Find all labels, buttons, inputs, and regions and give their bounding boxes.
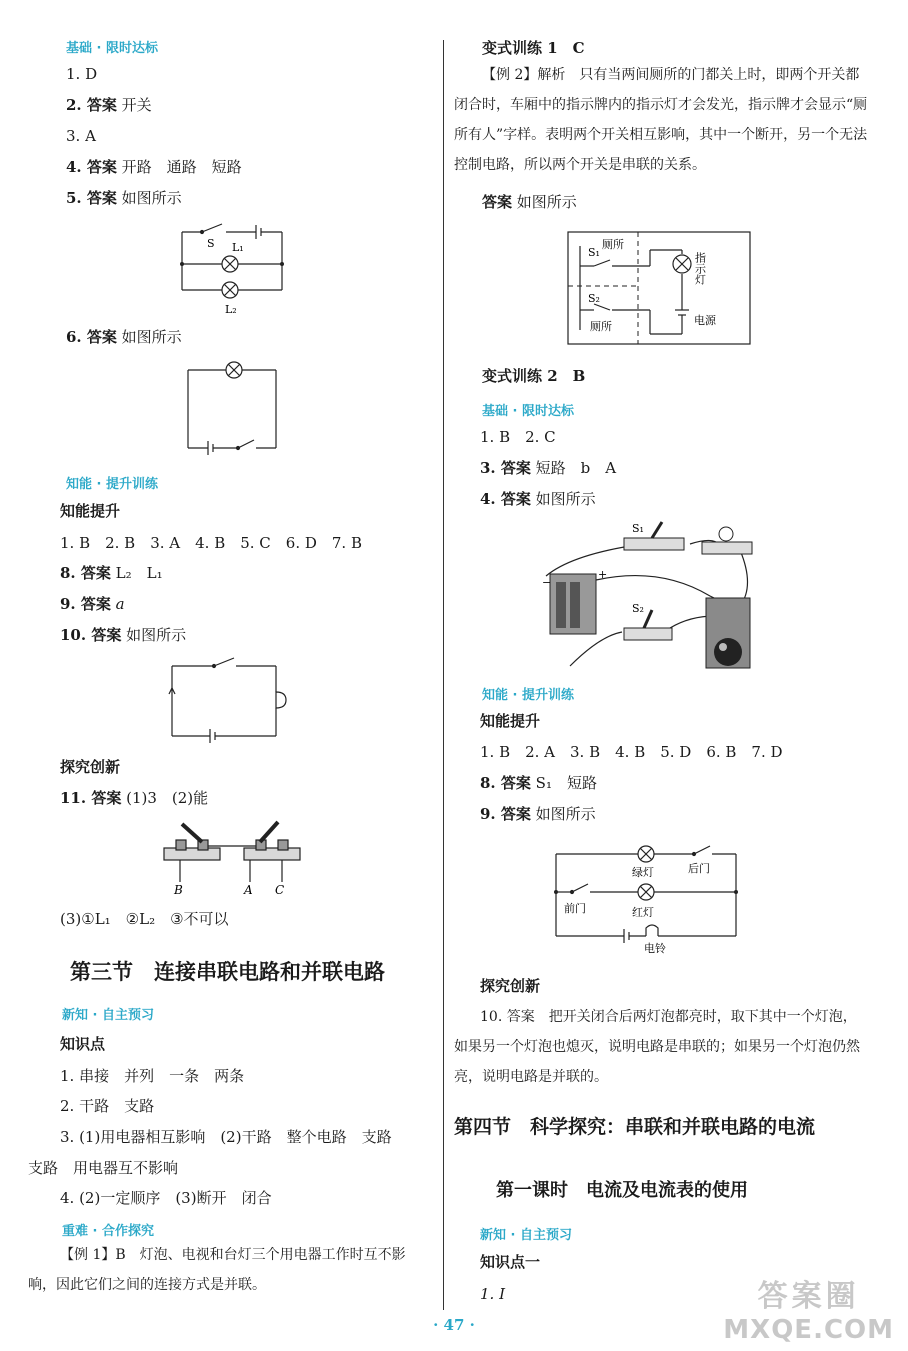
knowledge-3a: 3. (1)用电器相互影响 (2)干路 整个电路 支路 [60,1128,392,1146]
label-s1-physical: S₁ [632,522,644,535]
answers-b1-2: 1. B 2. C [480,428,556,446]
label-back-door: 后门 [688,862,710,875]
label-s: S [207,237,215,250]
label-l1: L₁ [232,241,244,254]
label-a: A [244,883,253,897]
answer-2: 2. 答案 开关 [66,96,152,114]
answer-c10: 10. 答案 把开关闭合后两灯泡都亮时，取下其中一个灯泡，如果另一个灯泡也熄灭，说明电路是串联的；如果另一个灯泡仍然亮，说明电路是并联的。 [454,1009,860,1085]
section-basic: 基础 · 限时达标 [66,41,158,56]
label-plus: + [598,568,608,581]
answer-6: 6. 答案 如图所示 [66,328,182,346]
subheading-explore-right: 探究创新 [480,977,541,995]
section-ability-right: 知能 · 提升训练 [482,688,574,703]
section-key-points: 重难 · 合作探究 [62,1224,154,1239]
physical-circuit-diagram [540,516,760,670]
answer-11-part3: (3)①L₁ ②L₂ ③不可以 [60,910,229,928]
answer-b3: 3. 答案 短路 b A [480,459,617,477]
label-green-light: 绿灯 [632,866,654,879]
answers-1-7: 1. B 2. B 3. A 4. B 5. C 6. D 7. B [60,534,362,552]
watermark-en: MXQE.COM [723,1315,894,1345]
subheading-knowledge-point: 知识点 [60,1035,106,1053]
answer-1: 1. D [66,65,98,83]
label-s2: S₂ [588,292,600,305]
circuit-diagram-5 [170,220,290,320]
answer-5: 5. 答案 如图所示 [66,189,182,207]
answer-9: 9. 答案 a [60,595,125,613]
answer-3: 3. A [66,127,96,145]
knowledge-2: 2. 干路 支路 [60,1097,155,1115]
knowledge-1: 1. 串接 并列 一条 两条 [60,1067,245,1085]
answer-10: 10. 答案 如图所示 [60,626,187,644]
column-divider [443,40,444,1310]
circuit-diagram-10 [166,656,296,746]
label-minus: − [542,576,552,589]
watermark [723,1271,894,1345]
label-red-light: 红灯 [632,906,654,919]
section-new-knowledge: 新知 · 自主预习 [62,1008,154,1023]
answers-c1-7: 1. B 2. A 3. B 4. B 5. D 6. B 7. D [480,743,783,761]
label-restroom-2: 厕所 [590,320,612,333]
label-s2-physical: S₂ [632,602,644,615]
circuit-diagram-6 [184,358,284,458]
subheading-ability: 知能提升 [60,502,121,520]
section-heading-4: 第四节 科学探究：串联和并联电路的电流 [454,1116,816,1138]
variant-training-2: 变式训练 2 B [482,367,586,385]
lesson-title: 第一课时 电流及电流表的使用 [496,1180,748,1201]
answer-11: 11. 答案 (1)3 (2)能 [60,789,209,807]
section-new-knowledge-right: 新知 · 自主预习 [480,1228,572,1243]
section-heading-3: 第三节 连接串联电路和并联电路 [70,960,385,984]
example-2: 【例 2】解析 只有当两间厕所的门都关上时，即两个开关都闭合时，车厢中的指示牌内的指示灯才会发光，指示牌才会显示“厕所有人”字样。表明两个开关相互影响，其中一个断开，另一个无法控制电路，所以两个开关是串联的关系。 [454,67,868,173]
knowledge-4: 4. (2)一定顺序 (3)断开 闭合 [60,1189,272,1207]
label-l2: L₂ [225,303,237,316]
example-1: 【例 1】B 灯泡、电视和台灯三个用电器工作时互不影响，因此它们之间的连接方式是并联。 [28,1247,406,1293]
circuit-diagram-doorbell [552,840,748,954]
section-ability: 知能 · 提升训练 [66,477,158,492]
watermark-cn: 答案圈 [757,1279,860,1314]
subheading-explore: 探究创新 [60,758,121,776]
answer-b4: 4. 答案 如图所示 [480,490,596,508]
label-indicator: 指示灯 [693,252,707,285]
answer-8: 8. 答案 L₂ L₁ [60,564,163,582]
page-number: · 47 · [433,1316,475,1334]
subheading-knowledge-point-1: 知识点一 [480,1253,541,1271]
section-basic-right: 基础 · 限时达标 [482,404,574,419]
label-s1: S₁ [588,246,600,259]
knowledge-right-1: 1. I [480,1285,506,1303]
answer-c9: 9. 答案 如图所示 [480,805,596,823]
switch-diagram-11 [160,818,300,898]
label-b: B [174,883,183,897]
variant-training-1: 变式训练 1 C [482,39,585,57]
subheading-ability-right: 知能提升 [480,712,541,730]
label-power: 电源 [694,314,716,327]
label-front-door: 前门 [564,902,586,915]
answer-figure: 答案 如图所示 [482,193,577,211]
label-c: C [275,883,285,897]
answer-4: 4. 答案 开路 通路 短路 [66,158,242,176]
label-bell: 电铃 [644,942,666,955]
answer-c8: 8. 答案 S₁ 短路 [480,774,597,792]
circuit-diagram-restroom [566,230,752,346]
knowledge-3b: 支路 用电器互不影响 [28,1159,179,1177]
label-restroom-1: 厕所 [602,238,624,251]
